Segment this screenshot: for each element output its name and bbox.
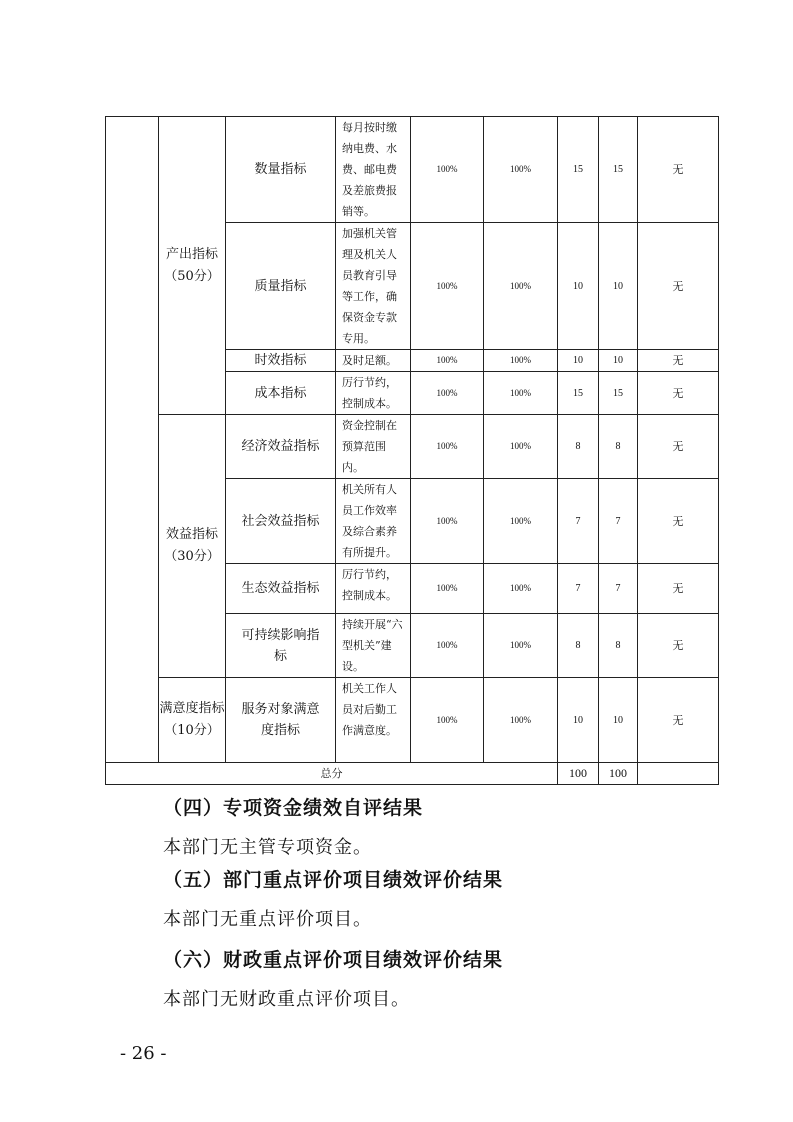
section-text: 本部门无重点评价项目。: [163, 909, 372, 930]
indicator-content: 厉行节约，控制成本。: [336, 564, 411, 614]
weight-value: 15: [558, 117, 599, 223]
indicator-name: 数量指标: [226, 117, 336, 223]
total-score: 100: [599, 763, 638, 785]
note-value: 无: [638, 678, 719, 763]
note-value: 无: [638, 614, 719, 678]
indicator-content: 加强机关管理及机关人员教育引导等工作，确保资金专款专用。: [336, 223, 411, 350]
weight-value: 8: [558, 415, 599, 479]
indicator-name: 成本指标: [226, 372, 336, 415]
actual-value: 100%: [484, 415, 558, 479]
indicator-content: 每月按时缴纳电费、水费、邮电费及差旅费报销等。: [336, 117, 411, 223]
section-heading: （六）财政重点评价项目绩效评价结果: [163, 949, 504, 971]
actual-value: 100%: [484, 614, 558, 678]
section-heading: （五）部门重点评价项目绩效评价结果: [163, 869, 504, 891]
note-value: 无: [638, 117, 719, 223]
indicator-name: 可持续影响指标: [226, 614, 336, 678]
indicator-name: 生态效益指标: [226, 564, 336, 614]
note-value: 无: [638, 350, 719, 372]
target-value: 100%: [411, 372, 484, 415]
score-value: 10: [599, 678, 638, 763]
performance-table: [105, 116, 719, 785]
actual-value: 100%: [484, 678, 558, 763]
actual-value: 100%: [484, 479, 558, 564]
note-value: 无: [638, 564, 719, 614]
actual-value: 100%: [484, 350, 558, 372]
content-flow: [105, 116, 718, 1017]
note-value: 无: [638, 223, 719, 350]
target-value: 100%: [411, 678, 484, 763]
indicator-name: 质量指标: [226, 223, 336, 350]
indicator-content: 厉行节约，控制成本。: [336, 372, 411, 415]
indicator-content: 机关所有人员工作效率及综合素养有所提升。: [336, 479, 411, 564]
indicator-name: 社会效益指标: [226, 479, 336, 564]
score-value: 15: [599, 117, 638, 223]
score-value: 8: [599, 415, 638, 479]
indicator-name: 服务对象满意度指标: [226, 678, 336, 763]
actual-value: 100%: [484, 372, 558, 415]
weight-value: 10: [558, 223, 599, 350]
score-value: 15: [599, 372, 638, 415]
blank-cell: [638, 763, 719, 785]
indicator-name: 时效指标: [226, 350, 336, 372]
blank-cell: [106, 117, 159, 763]
section-text: 本部门无财政重点评价项目。: [163, 989, 410, 1010]
indicator-content: 机关工作人员对后勤工作满意度。: [336, 678, 411, 763]
actual-value: 100%: [484, 223, 558, 350]
weight-value: 7: [558, 564, 599, 614]
indicator-content: 及时足额。: [336, 350, 411, 372]
target-value: 100%: [411, 614, 484, 678]
target-value: 100%: [411, 479, 484, 564]
group-label: 满意度指标（10分）: [159, 678, 226, 763]
note-value: 无: [638, 415, 719, 479]
score-value: 10: [599, 223, 638, 350]
total-weight: 100: [558, 763, 599, 785]
section-heading: （四）专项资金绩效自评结果: [163, 797, 424, 819]
indicator-name: 经济效益指标: [226, 415, 336, 479]
actual-value: 100%: [484, 564, 558, 614]
page-number: - 26 -: [120, 1043, 167, 1064]
actual-value: 100%: [484, 117, 558, 223]
weight-value: 7: [558, 479, 599, 564]
group-label: 效益指标（30分）: [159, 415, 226, 678]
note-value: 无: [638, 479, 719, 564]
group-label: 产出指标（50分）: [159, 117, 226, 415]
weight-value: 8: [558, 614, 599, 678]
total-row: [106, 763, 719, 785]
table-row: [106, 678, 719, 763]
score-value: 10: [599, 350, 638, 372]
weight-value: 10: [558, 350, 599, 372]
indicator-content: 资金控制在预算范围内。: [336, 415, 411, 479]
target-value: 100%: [411, 415, 484, 479]
weight-value: 10: [558, 678, 599, 763]
table-row: [106, 117, 719, 223]
weight-value: 15: [558, 372, 599, 415]
total-label: 总分: [106, 763, 558, 785]
score-value: 7: [599, 564, 638, 614]
score-value: 7: [599, 479, 638, 564]
target-value: 100%: [411, 117, 484, 223]
indicator-content: 持续开展“六型机关”建设。: [336, 614, 411, 678]
section-text: 本部门无主管专项资金。: [163, 837, 372, 858]
target-value: 100%: [411, 564, 484, 614]
target-value: 100%: [411, 223, 484, 350]
table-row: [106, 415, 719, 479]
target-value: 100%: [411, 350, 484, 372]
note-value: 无: [638, 372, 719, 415]
score-value: 8: [599, 614, 638, 678]
